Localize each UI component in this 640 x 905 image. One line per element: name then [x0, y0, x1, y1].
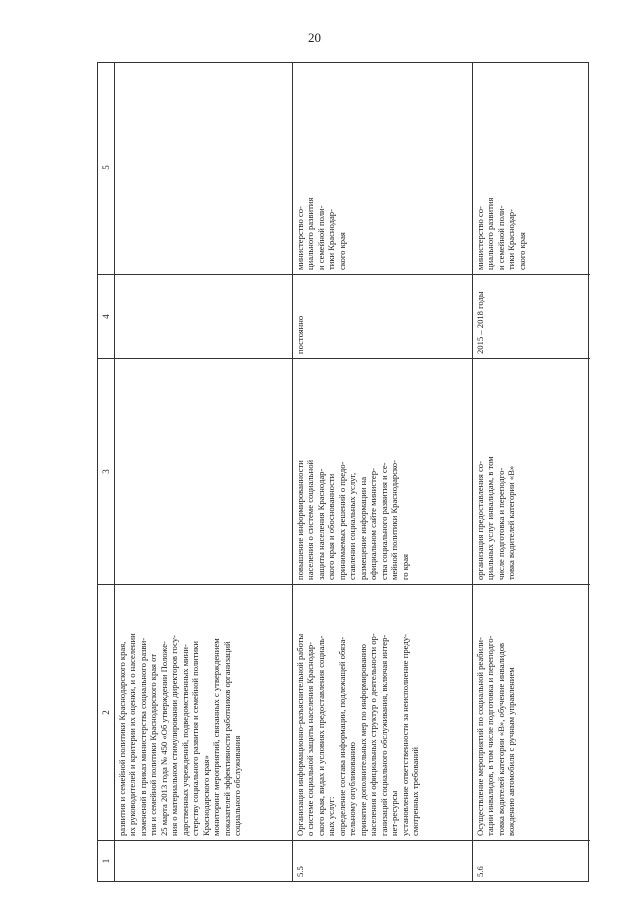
cell-line: показателей эффективности работников организаций — [221, 641, 232, 836]
cell-line: 25 марта 2013 года № 450 «Об утверждении Положе- — [158, 641, 169, 836]
cell-line: тики Краснодар- — [326, 209, 337, 270]
cell-line: мониторинг мероприятий, связанных с утверждением — [211, 638, 222, 836]
result-cell — [115, 359, 292, 585]
row-number-cell — [473, 841, 590, 881]
cell-line: размещение информации на — [357, 476, 368, 580]
cell-line: товка водителей категории «В», обучение инвалидов — [495, 642, 506, 836]
page-number: 20 — [308, 30, 321, 45]
cell-line: тики Краснодар- — [506, 209, 517, 270]
result-cell — [293, 359, 472, 585]
cell-line: го края — [399, 554, 410, 580]
cell-line: населения о системе социальной — [305, 459, 316, 580]
cell-line: товка водителей категории «В» — [506, 465, 517, 580]
cell-line: Осуществление мероприятий по социальной реабили- — [475, 637, 485, 836]
cell-line: ставлении социальных услуг, — [347, 472, 358, 580]
header-col-1: 1 — [101, 858, 111, 864]
cell-line: повышение информированности — [295, 460, 305, 580]
cell-line: ского края — [336, 232, 347, 270]
cell-line: их руководителей и критерии их оценки, и о населении — [127, 633, 138, 836]
table-row — [472, 63, 590, 881]
cell-line: смотренных требований — [410, 746, 421, 836]
cell-line: мейной политики Краснодарско- — [389, 460, 400, 580]
cell-line: организация предоставления со- — [475, 461, 485, 580]
activities-table — [97, 62, 589, 882]
cell-line: и семейной поли- — [315, 205, 326, 270]
cell-line: и семейной поли- — [495, 205, 506, 270]
term-cell — [293, 275, 472, 359]
cell-line: ского края и обоснованности — [326, 473, 337, 580]
cell-line: установление ответственности за неисполнение преду- — [399, 634, 410, 836]
cell-line: изменений в приказ министерства социального разви- — [137, 637, 148, 836]
cell-line: населения и официальных структур о деятельности ор- — [368, 633, 379, 836]
cell-line: ского края, видах и условиях предоставления социаль- — [315, 635, 326, 836]
term-cell — [473, 275, 590, 359]
header-col-3: 3 — [98, 359, 114, 585]
table-row — [292, 63, 472, 881]
executor-cell — [293, 61, 472, 275]
activity-cell — [473, 585, 590, 841]
row-number-cell — [293, 841, 472, 881]
row-number: 5.6 — [475, 866, 485, 877]
cell-line: о системе социальной защиты населения Краснодар- — [305, 642, 316, 836]
cell-line: ния о материальном стимулировании директоров госу- — [169, 635, 180, 836]
cell-line: числе подготовка и переподго- — [495, 467, 506, 580]
executor-cell — [115, 61, 292, 275]
term-cell — [115, 275, 292, 359]
executor-cell — [473, 61, 590, 275]
cell-line: Краснодарского края» — [200, 755, 211, 836]
cell-line: ганизаций социального обслуживания, включая интер- — [378, 634, 389, 836]
cell-line: циального развития — [305, 197, 316, 270]
cell-line: принимаемых решений о предо- — [336, 461, 347, 580]
cell-line: вождению автомобиля с ручным управлением — [506, 667, 517, 836]
activity-cell — [115, 585, 292, 841]
cell-line: дарственных учреждений, подведомственных мини- — [179, 644, 190, 836]
cell-line: Организация информационно-разъяснительной работы — [295, 633, 305, 836]
row-number: 5.5 — [295, 866, 305, 877]
rotated-table-wrapper — [97, 62, 589, 882]
table-row — [114, 63, 292, 881]
term-text: постоянно — [295, 315, 305, 354]
table-header-row — [98, 63, 114, 881]
term-text: 2015 – 2018 годы — [475, 291, 485, 354]
header-col-5: 5 — [98, 61, 114, 275]
cell-line: определение состава информации, подлежащей обяза- — [336, 636, 347, 836]
cell-line: циальных услуг инвалидам, в том — [485, 456, 496, 580]
cell-line: ского края — [516, 232, 527, 270]
cell-line: ных услуг: — [326, 796, 337, 836]
cell-line: развития и семейной политики Краснодарского края, — [117, 641, 127, 836]
activity-cell — [293, 585, 472, 841]
cell-line: нет-ресурсы — [389, 790, 400, 836]
result-cell — [473, 359, 590, 585]
cell-line: официальном сайте министер- — [368, 468, 379, 580]
header-col-4: 4 — [98, 275, 114, 359]
cell-line: министерство со- — [295, 206, 305, 270]
row-number-cell — [115, 841, 292, 881]
cell-line: министерство со- — [475, 206, 485, 270]
header-col-2: 2 — [98, 585, 114, 841]
cell-line: ства социального развития и се- — [378, 462, 389, 580]
cell-line: стерству социального развития и семейной политики — [190, 641, 201, 836]
cell-line: тации инвалидов, в том числе подготовка и переподго- — [485, 635, 496, 836]
cell-line: принятие дополнительных мер по информированию — [357, 644, 368, 836]
cell-line: циального развития — [485, 197, 496, 270]
cell-line: социального обслуживания — [232, 735, 243, 836]
cell-line: тельному опубликованию — [347, 742, 358, 836]
cell-line: тия и семейной политики Краснодарского края от — [148, 653, 159, 836]
cell-line: защиты населения Краснодар- — [315, 468, 326, 580]
